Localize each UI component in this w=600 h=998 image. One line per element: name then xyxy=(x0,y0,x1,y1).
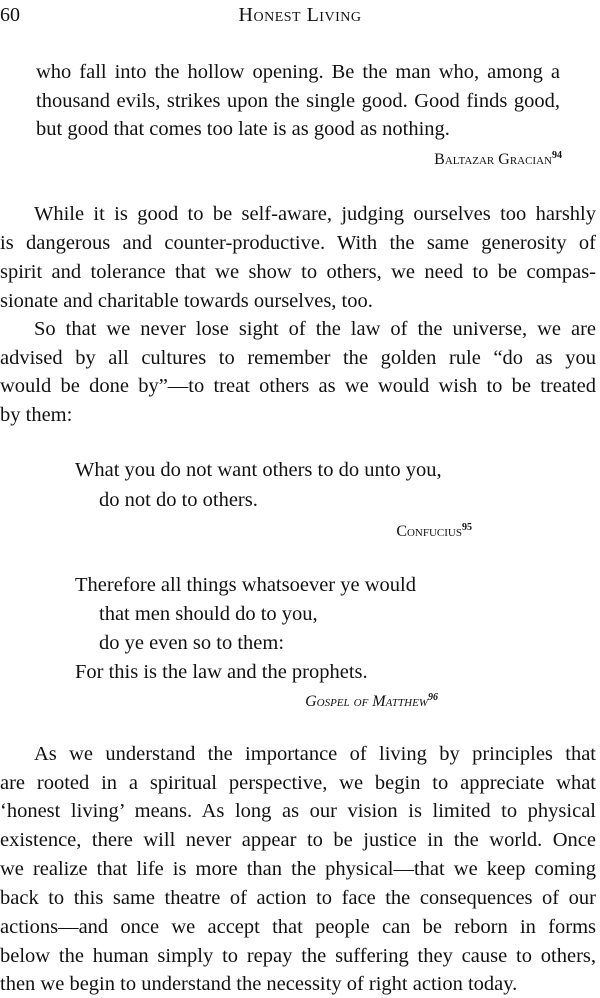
quote-line: Therefore all things whatsoever ye would xyxy=(75,574,416,596)
quote-line: that men should do to you, xyxy=(99,603,318,625)
paragraph-line: below the human simply to repay the suffering they cause to others, xyxy=(0,945,596,967)
paragraph-line: then we begin to understand the necessity of right action today. xyxy=(0,973,518,995)
quote-line: thousand evils, strikes upon the single good. Good finds good, xyxy=(36,90,560,112)
paragraph-line: While it is good to be self-aware, judging ourselves too harshly xyxy=(34,203,596,225)
paragraph-line: As we understand the importance of living by principles that xyxy=(34,743,596,765)
quote-attribution xyxy=(396,516,472,544)
paragraph-line: actions—and once we accept that people can be reborn in forms xyxy=(0,916,596,938)
attribution-name: Baltazar Gracian xyxy=(434,151,552,168)
page-header xyxy=(0,2,600,28)
paragraph-line: spirit and tolerance that we show to others, we need to be compas- xyxy=(0,261,596,283)
paragraph-line: would be done by”—to treat others as we would wish to be treated xyxy=(0,375,596,397)
page-number: 60 xyxy=(0,4,20,26)
paragraph-line: sionate and charitable towards ourselves, too. xyxy=(0,290,373,312)
quote-line: What you do not want others to do unto you, xyxy=(75,459,442,481)
paragraph-line: back to this same theatre of action to face the consequences of our xyxy=(0,887,596,909)
footnote-ref: 96 xyxy=(428,692,438,703)
paragraph-line: existence, there will never appear to be justice in the world. Once xyxy=(0,829,596,851)
attribution-name: Confucius xyxy=(396,523,462,540)
paragraph-line: by them: xyxy=(0,404,73,426)
attribution-name: Gospel of Matthew xyxy=(305,693,428,710)
quote-line: do ye even so to them: xyxy=(99,632,285,654)
quote-attribution xyxy=(434,144,562,172)
quote-line: but good that comes too late is as good as nothing. xyxy=(36,118,450,140)
paragraph-line: So that we never lose sight of the law of the universe, we are xyxy=(34,318,596,340)
running-title: Honest Living xyxy=(238,4,362,26)
paragraph-line: ‘honest living’ means. As long as our vision is limited to physical xyxy=(0,800,596,822)
quote-line: do not do to others. xyxy=(99,489,258,511)
quote-attribution xyxy=(305,686,438,714)
paragraph-line: are rooted in a spiritual perspective, we begin to appreciate what xyxy=(0,772,596,794)
footnote-ref: 95 xyxy=(462,522,472,533)
paragraph-line: is dangerous and counter-productive. With the same generosity of xyxy=(0,232,596,254)
paragraph-line: we realize that life is more than the physical—that we keep coming xyxy=(0,858,596,880)
paragraph-line: advised by all cultures to remember the golden rule “do as you xyxy=(0,347,596,369)
quote-line: For this is the law and the prophets. xyxy=(75,661,368,683)
footnote-ref: 94 xyxy=(552,150,562,161)
quote-line: who fall into the hollow opening. Be the man who, among a xyxy=(36,61,560,83)
